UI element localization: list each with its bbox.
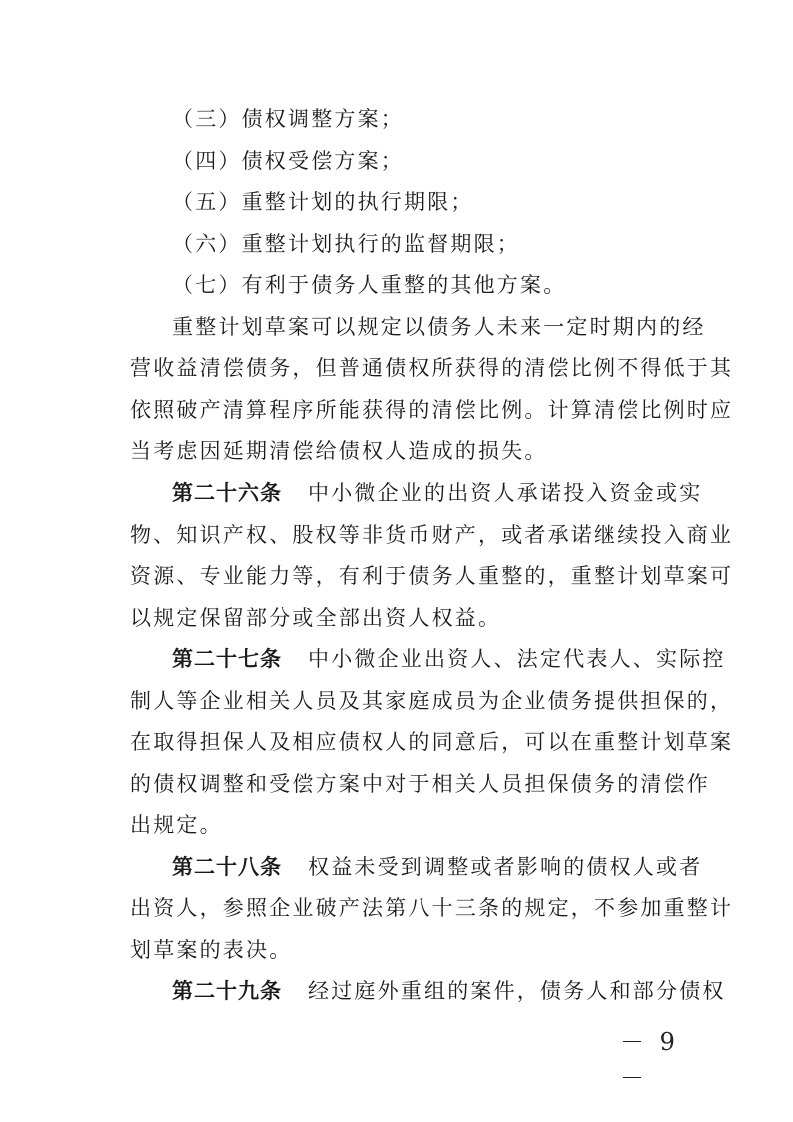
paragraph-line: 以规定保留部分或全部出资人权益。	[130, 606, 502, 630]
article-text: 中小微企业的出资人承诺投入资金或实	[308, 481, 703, 505]
article-heading: 第二十六条	[172, 481, 282, 505]
list-item-6: （六）重整计划执行的监督期限；	[172, 232, 520, 256]
paragraph-line: 资源、专业能力等，有利于债务人重整的，重整计划草案可	[130, 564, 734, 588]
paragraph-line: 当考虑因延期清偿给债权人造成的损失。	[130, 439, 548, 463]
article-heading: 第二十七条	[172, 647, 282, 671]
list-item-7: （七）有利于债务人重整的其他方案。	[172, 273, 567, 297]
list-item-5: （五）重整计划的执行期限；	[172, 190, 474, 214]
article-text: 经过庭外重组的案件，债务人和部分债权	[308, 979, 726, 1003]
paragraph-line: 重整计划草案可以规定以债务人未来一定时期内的经	[172, 315, 706, 339]
article-text: 中小微企业出资人、法定代表人、实际控	[308, 647, 726, 671]
article-heading: 第二十九条	[172, 979, 282, 1003]
article-26-first-line	[172, 473, 703, 513]
paragraph-line: 出资人，参照企业破产法第八十三条的规定，不参加重整计	[130, 896, 734, 920]
article-text: 权益未受到调整或者影响的债权人或者	[308, 855, 703, 879]
paragraph-line: 依照破产清算程序所能获得的清偿比例。计算清偿比例时应	[130, 398, 734, 422]
article-27-first-line	[172, 639, 726, 679]
paragraph-line: 划草案的表决。	[130, 938, 293, 962]
paragraph-line: 出规定。	[130, 813, 223, 837]
paragraph-line: 在取得担保人及相应债权人的同意后，可以在重整计划草案	[130, 730, 734, 754]
paragraph-line: 制人等企业相关人员及其家庭成员为企业债务提供担保的，	[130, 689, 734, 713]
list-item-3: （三）债权调整方案；	[172, 107, 404, 131]
list-item-4: （四）债权受偿方案；	[172, 149, 404, 173]
article-28-first-line	[172, 847, 703, 887]
paragraph-line: 物、知识产权、股权等非货币财产，或者承诺继续投入商业	[130, 523, 734, 547]
article-heading: 第二十八条	[172, 855, 282, 879]
paragraph-line: 的债权调整和受偿方案中对于相关人员担保债务的清偿作	[130, 772, 710, 796]
page-number: － 9 －	[620, 1028, 679, 1092]
paragraph-line: 营收益清偿债务，但普通债权所获得的清偿比例不得低于其	[130, 356, 734, 380]
article-29-first-line	[172, 971, 726, 1011]
